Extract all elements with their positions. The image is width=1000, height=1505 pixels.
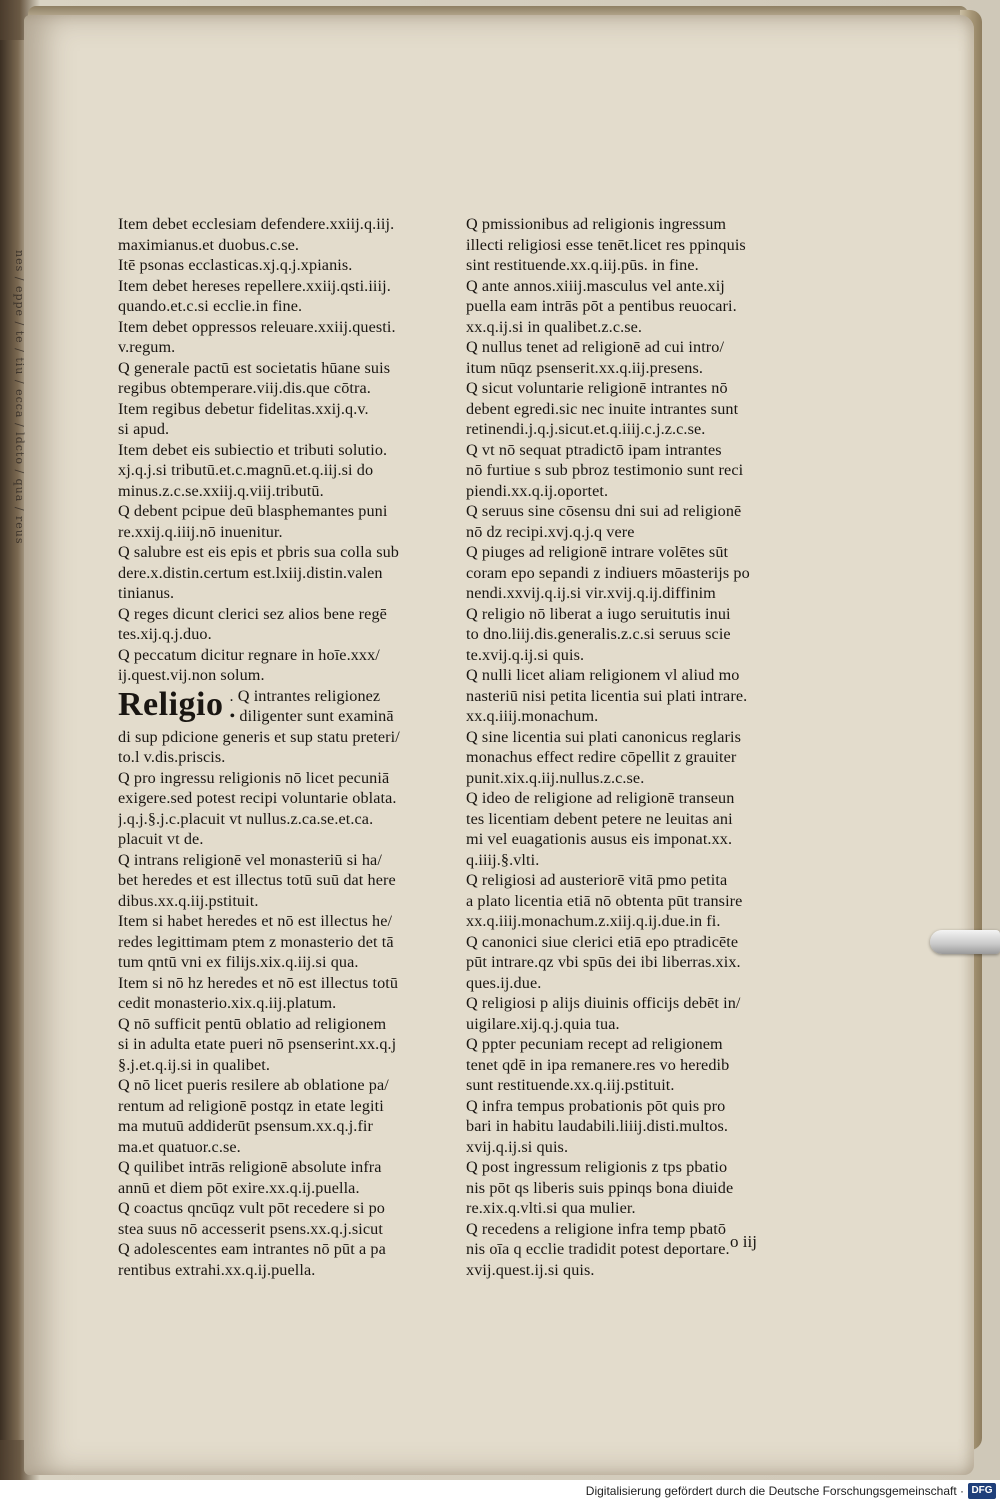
heading-lines: [229, 686, 393, 727]
text-line: placuit vt de.: [118, 830, 204, 848]
text-line: Q sicut voluntarie religionē intrantes nō: [466, 379, 728, 397]
text-line: stea suus nō accesserit psens.xx.q.j.sicut: [118, 1219, 383, 1238]
text-line: tinianus.: [118, 584, 175, 602]
right-text-column: [466, 214, 788, 1280]
text-line: piendi.xx.q.ij.oportet.: [466, 481, 609, 500]
text-line: §.j.et.q.ij.si in qualibet.: [118, 1055, 270, 1074]
text-line: nis pōt qs liberis suis ppinqs bona diuide: [466, 1178, 734, 1197]
text-line: Item debet oppressos releuare.xxiij.questi.: [118, 317, 396, 336]
bookmark-clip: [930, 930, 1000, 954]
text-line: Q ante annos.xiiij.masculus vel ante.xij: [466, 276, 725, 295]
religio-heading-block: [118, 686, 448, 727]
text-line: Q ppter pecuniam recept ad religionem: [466, 1035, 723, 1053]
text-line: Q nō licet pueris resilere ab oblatione pa/: [118, 1076, 389, 1094]
text-line: nō furtiue s sub pbroz testimonio sunt reci: [466, 461, 744, 479]
text-line: di sup pdicione generis et sup statu preteri/: [118, 727, 400, 746]
heading-continuation-lines: [118, 727, 448, 768]
text-line: Q debent pcipue deū blasphemantes puni: [118, 502, 388, 520]
text-line: Q religiosi p alijs diuinis officijs debēt in/: [466, 994, 741, 1012]
text-line: Q canonici siue clerici etiā epo ptradicēte: [466, 932, 739, 951]
text-line: Q vt nō sequat ptradictō ipam intrantes: [466, 440, 722, 459]
text-line: Q nullus tenet ad religionē ad cui intro/: [466, 338, 725, 356]
text-line: Q recedens a religione infra temp pbatō: [466, 1219, 727, 1238]
text-line: Q peccatum dicitur regnare in hoīe.xxx/: [118, 645, 380, 664]
dfg-logo: DFG: [968, 1483, 996, 1499]
text-line: rentum ad religionē postqz in etate legiti: [118, 1096, 384, 1115]
text-line: uigilare.xij.q.j.quia tua.: [466, 1014, 620, 1033]
footer-credit-text: Digitalisierung gefördert durch die Deutsche Forschungsgemeinschaft ·: [585, 1484, 964, 1498]
text-line: nō dz recipi.xvj.q.j.q vere: [466, 522, 635, 541]
text-line: debent egredi.sic nec inuite intrantes sunt: [466, 399, 739, 418]
text-line: Q coactus qncūqz vult pōt recedere si po: [118, 1199, 385, 1217]
text-line: Q reges dicunt clerici sez alios bene regē: [118, 604, 387, 623]
text-line: nis oīa q ecclie tradidit potest deportare.: [466, 1240, 730, 1258]
text-line: Item debet hereses repellere.xxiij.qsti.iiij.: [118, 276, 391, 295]
text-line: Q pro ingressu religionis nō licet pecuniā: [118, 768, 390, 787]
text-line: xvij.q.ij.si quis.: [466, 1137, 569, 1156]
text-line: q.iiij.§.vlti.: [466, 850, 540, 869]
text-line: j.q.j.§.j.c.placuit vt nullus.z.ca.se.et.ca.: [118, 809, 374, 828]
text-line: exigere.sed potest recipi voluntarie oblata.: [118, 789, 397, 807]
text-line: Q religiosi ad austeriorē vitā pmo petita: [466, 871, 728, 889]
text-line: tes licentiam debent petere ne leuitas ani: [466, 809, 733, 828]
text-line: cedit monasterio.xix.q.iij.platum.: [118, 994, 337, 1012]
text-line: Q nō sufficit pentū oblatio ad religionem: [118, 1014, 387, 1033]
text-line: annū et diem pōt exire.xx.q.ij.puella.: [118, 1178, 360, 1197]
text-line: quando.et.c.si ecclie.in fine.: [118, 297, 303, 315]
text-line: xx.q.ij.si in qualibet.z.c.se.: [466, 317, 643, 336]
text-line: Item si habet heredes et nō est illectus he/: [118, 912, 393, 930]
text-line: Q infra tempus probationis pōt quis pro: [466, 1096, 726, 1115]
text-line: mi vel euagationis ausus eis imponat.xx.: [466, 830, 733, 848]
text-line: Itē psonas ecclasticas.xj.q.j.xpianis.: [118, 256, 353, 274]
text-line: retinendi.j.q.j.sicut.et.q.iiij.c.j.z.c.se.: [466, 420, 706, 438]
text-line: Q intrans religionē vel monasteriū si ha/: [118, 850, 382, 869]
text-line: xj.q.j.si tributū.et.c.magnū.et.q.iij.si do: [118, 461, 374, 479]
text-line: ma mutuū addiderūt psensum.xx.q.j.fir: [118, 1117, 374, 1135]
text-line: illecti religiosi esse tenēt.licet res ppinquis: [466, 235, 746, 254]
text-line: ij.quest.vij.non solum.: [118, 666, 265, 684]
text-line: Q adolescentes eam intrantes nō pūt a pa: [118, 1240, 386, 1258]
text-line: to.l v.dis.priscis.: [118, 748, 226, 766]
text-line: Q nulli licet aliam religionem vl aliud mo: [466, 666, 740, 684]
text-line: v.regum.: [118, 338, 176, 356]
text-line: maximianus.et duobus.c.se.: [118, 235, 300, 254]
text-line: Q generale pactū est societatis hūane suis: [118, 358, 391, 377]
text-line: si in adulta etate pueri nō psenserint.xx.q.j: [118, 1035, 397, 1053]
text-line: Q seruus sine cōsensu dni sui ad religionē: [466, 502, 742, 520]
text-line: . Q intrantes religionez: [229, 686, 381, 705]
religio-heading: Religio: [118, 685, 224, 723]
text-line: Q salubre est eis epis et pbris sua colla sub: [118, 543, 399, 561]
text-line: regibus obtemperare.viij.dis.que cōtra.: [118, 379, 371, 397]
text-line: nendi.xxvij.q.ij.si vir.xvij.q.ij.diffinim: [466, 584, 716, 602]
left-column-lines: [118, 214, 448, 686]
text-line: re.xxij.q.iiij.nō inuenitur.: [118, 522, 283, 541]
text-line: re.xix.q.vlti.si qua mulier.: [466, 1199, 636, 1217]
text-line: minus.z.c.se.xxiij.q.viij.tributū.: [118, 481, 324, 500]
text-line: tes.xij.q.j.duo.: [118, 625, 212, 643]
text-line: xx.q.iiij.monachum.z.xiij.q.ij.due.in fi.: [466, 912, 721, 930]
text-line: tum qntū vni ex filijs.xix.q.iij.si qua.: [118, 953, 359, 971]
text-line: a plato licentia etiā nō obtenta pūt transire: [466, 891, 743, 910]
text-line: Q ideo de religione ad religionē transeun: [466, 789, 735, 807]
text-line: • diligenter sunt examinā: [229, 707, 394, 725]
text-line: Q piuges ad religionē intrare volētes sūt: [466, 543, 729, 561]
text-line: Item debet eis subiectio et tributi solutio.: [118, 440, 388, 459]
text-line: Item regibus debetur fidelitas.xxij.q.v.: [118, 399, 369, 418]
text-line: to dno.liij.dis.generalis.z.c.si seruus scie: [466, 625, 731, 643]
text-line: tenet qdē in ipa remanere.res vo heredib: [466, 1055, 730, 1074]
text-line: Q post ingressum religionis z tps pbatio: [466, 1158, 728, 1176]
left-text-column: [118, 214, 448, 1280]
text-line: xx.q.iiij.monachum.: [466, 707, 599, 725]
text-line: ques.ij.due.: [466, 973, 542, 992]
text-line: monachus effect redire cōpellit z grauiter: [466, 748, 737, 766]
left-page-fragment-text: nes / eppe / te / tiu / ecca / ldcto / qua / reus: [13, 250, 26, 545]
text-line: Q sine licentia sui plati canonicus reglaris: [466, 727, 742, 746]
text-line: Q quilibet intrās religionē absolute infra: [118, 1158, 382, 1176]
left-column-lines-after: [118, 768, 448, 1281]
text-line: redes legittimam ptem z monasterio det tā: [118, 932, 394, 951]
text-line: Q pmissionibus ad religionis ingressum: [466, 215, 727, 233]
right-column-lines: [466, 214, 788, 1280]
text-line: punit.xix.q.iij.nullus.z.c.se.: [466, 768, 645, 787]
text-line: nasteriū nisi petita licentia sui plati intrare.: [466, 686, 748, 705]
folio-signature: o iij: [730, 1232, 757, 1251]
text-line: si apud.: [118, 420, 170, 438]
text-line: xvij.quest.ij.si quis.: [466, 1260, 595, 1279]
text-line: bari in habitu laudabili.liiij.disti.multos.: [466, 1117, 729, 1135]
text-line: Item debet ecclesiam defendere.xxiij.q.iij.: [118, 215, 395, 233]
text-line: te.xvij.q.ij.si quis.: [466, 645, 585, 664]
text-line: pūt intrare.qz vbi spūs dei ibi liberras.xix.: [466, 953, 741, 971]
text-line: puella eam intrās pōt a pentibus reuocari.: [466, 297, 737, 315]
text-line: itum nūqz psenserit.xx.q.iij.presens.: [466, 358, 704, 377]
text-line: dibus.xx.q.iij.pstituit.: [118, 891, 259, 910]
text-line: sunt restituende.xx.q.iij.pstituit.: [466, 1076, 675, 1094]
text-line: coram epo sepandi z indiuers mōasterijs po: [466, 563, 750, 582]
text-line: bet heredes et est illectus totū suū dat here: [118, 871, 396, 889]
text-line: rentibus extrahi.xx.q.ij.puella.: [118, 1260, 316, 1279]
text-line: Item si nō hz heredes et nō est illectus totū: [118, 973, 399, 992]
text-line: ma.et quatuor.c.se.: [118, 1137, 241, 1156]
text-line: sint restituende.xx.q.iij.pūs. in fine.: [466, 256, 699, 274]
text-line: Q religio nō liberat a iugo seruitutis inui: [466, 604, 731, 623]
text-line: dere.x.distin.certum est.lxiij.distin.valen: [118, 563, 383, 582]
